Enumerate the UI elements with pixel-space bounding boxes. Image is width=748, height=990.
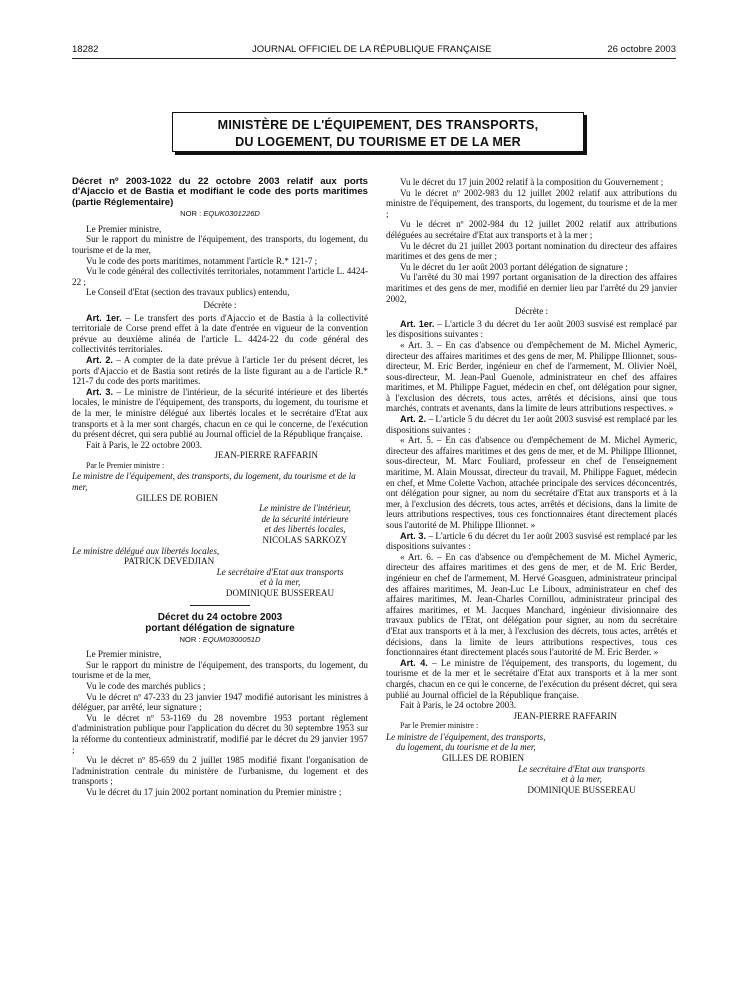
decree2-p2: Sur le rapport du ministre de l'équipement, des transports, du logement, du tourisme et de la mer, (72, 659, 368, 681)
article-text: – A compter de la date prévue à l'article 1er du présent décret, les ports d'Ajaccio et de Bastia sont retirés de la liste figurant au a de l'article R.* 121-7 du code des ports maritimes. (72, 354, 368, 387)
signatory-title: et à la mer, (561, 774, 602, 785)
decree1-pm-name: JEAN-PIERRE RAFFARIN (214, 450, 318, 461)
decree1-nor (72, 209, 368, 220)
nor-code: EQUK0301226D (203, 209, 260, 219)
article-heading: Art. 3. (400, 530, 427, 541)
decree2-r1: Vu le décret du 17 juin 2002 relatif à la composition du Gouvernement ; (400, 177, 664, 187)
decree2-r5: Vu le décret du 1er août 2003 portant délégation de signature ; (400, 261, 628, 272)
decree2-art3-quote: « Art. 6. – En cas d'absence ou d'empêchement de M. Michel Aymeric, directeur des affaires maritimes et des gens de mer, et de M. Eric Berder, ingénieur en chef de l'armement, M. Hervé Goasguen, administrateur principal des affaires maritimes, M. Jean-Luc Le Liboux, administrateur en chef des affaires maritimes, M. Jean-Charles Cornillou, administrateur principal des affaires maritimes, et M. Jacques Manchard, ingénieur divisionnaire des travaux publics de l'Etat, ont délégation pour signer, au nom du secrétaire d'Etat aux transports et à la mer, à l'exclusion des décrets, tous actes, arrêtés et décisions, dans la limite de leurs attributions respectives, tous ces fonctionnaires étant directement placés sous l'autorité de M. Eric Berder. » (386, 551, 677, 658)
decree1-p2: Sur le rapport du ministre de l'équipement, des transports, du logement, du tourisme et de la mer, (72, 234, 368, 255)
decree2-title-2: portant délégation de signature (145, 622, 295, 634)
decree1-min3-name: PATRICK DEVEDJIAN (124, 556, 215, 567)
decree1-pm-for: Par le Premier ministre : (86, 460, 165, 470)
signatory-name: NICOLAS SARKOZY (262, 535, 348, 546)
ministry-box (172, 112, 584, 152)
article-heading: Art. 1er. (400, 318, 435, 329)
decree2-p3: Vu le code des marchés publics ; (86, 680, 206, 691)
nor-label: NOR : (180, 209, 202, 219)
decree1-min1-name: GILLES DE ROBIEN (136, 492, 219, 503)
decree2-art3 (386, 531, 677, 552)
decree2-nor (72, 635, 368, 646)
decree2-pm-for: Par le Premier ministre : (400, 721, 479, 731)
ministry-line-1: MINISTÈRE DE L'ÉQUIPEMENT, DES TRANSPORTS, (217, 118, 539, 132)
article-heading: Art. 2. (86, 354, 113, 365)
signatory-title: Le secrétaire d'Etat aux transports (518, 763, 645, 774)
decree2-art1 (386, 319, 677, 340)
ministry-line-2: DU LOGEMENT, DU TOURISME ET DE LA MER (235, 135, 521, 149)
article-text: – Le ministre de l'équipement, des transports, du logement, du tourisme et de la mer et le secrétaire d'Etat aux transports et à la mer sont chargés, chacun en ce qui le concerne, de l'exécution du présent décret, qui sera publié au Journal officiel de la République française. (386, 657, 677, 700)
article-text: – L'article 3 du décret du 1er août 2003 susvisé est remplacé par les dispositions suivantes : (386, 318, 678, 340)
nor-label: NOR : (179, 634, 201, 644)
decree2-pm-name: JEAN-PIERRE RAFFARIN (513, 710, 617, 721)
signatory-title: et à la mer, (259, 577, 301, 588)
decree2-r6: Vu l'arrêté du 30 mai 1997 portant organisation de la direction des affaires maritimes et des gens de mer, modifié en dernier lieu par l'arrêté du 29 janvier 2002, (386, 272, 677, 304)
decree2-r3: Vu le décret nº 2002-984 du 12 juillet 2002 relatif aux attributions déléguées au secrétaire d'Etat aux transports et à la mer ; (386, 219, 677, 240)
decree2-p6: Vu le décret nº 85-659 du 2 juillet 1985 modifié fixant l'organisation de l'administration centrale du ministère de l'urbanisme, du logement et des transports ; (72, 755, 368, 787)
decree2-fait: Fait à Paris, le 24 octobre 2003. (400, 700, 517, 711)
page-number: 18282 (72, 44, 99, 55)
article-text: – Le transfert des ports d'Ajaccio et de Bastia à la collectivité territoriale de Corse prend effet à la date d'entrée en vigueur de la convention prévue au deuxième alinéa de l'article L. 4424-22 du code général des collectivités territoriales. (72, 312, 368, 355)
decree2-r4: Vu le décret du 21 juillet 2003 portant nomination du directeur des affaires maritimes et des gens de mer ; (386, 240, 677, 262)
nor-code: EQUM0300051D (202, 634, 261, 644)
decree1-title: Décret nº 2003-1022 du 22 octobre 2003 relatif aux ports d'Ajaccio et de Bastia et modifiant le code des ports maritimes (partie Réglementaire) (72, 176, 368, 208)
decree2-min2-block (386, 764, 677, 796)
signatory-title: de la sécurité intérieure (261, 513, 349, 524)
decree2-title-1: Décret du 24 octobre 2003 (157, 611, 283, 623)
decree1-art3 (72, 387, 368, 440)
decree2-art4 (386, 658, 677, 700)
article-text: – Le ministre de l'intérieur, de la sécurité intérieure et des libertés locales, le ministre de l'équipement, des transports, du logement, du tourisme et de la mer, le ministre délégué aux libertés locales et le secrétaire d'Etat aux transports et à la mer sont chargés, chacun en ce qui le concerne, de l'exécution du présent décret, qui sera publié au Journal officiel de la République française. (72, 386, 368, 440)
decree1-decrete: Décrète : (203, 299, 237, 310)
signatory-name: DOMINIQUE BUSSEREAU (527, 784, 636, 795)
decree2-p5: Vu le décret nº 53-1169 du 28 novembre 1953 portant règlement d'administration publique pour l'application du décret du 30 septembre 1953 sur la réforme du contentieux administratif, modifié par le décret du 29 janvier 1957 ; (72, 712, 368, 755)
header-rule (72, 58, 676, 59)
decree1-p1: Le Premier ministre, (86, 223, 162, 234)
article-text: – L'article 5 du décret du 1er août 2003 susvisé est remplacé par les dispositions suivantes : (386, 414, 677, 435)
decree1-fait: Fait à Paris, le 22 octobre 2003. (86, 439, 203, 450)
signatory-title: et des libertés locales, (264, 524, 346, 535)
issue-date: 26 octobre 2003 (607, 44, 676, 55)
decree1-art2 (72, 355, 368, 387)
decree2-r2: Vu le décret nº 2002-983 du 12 juillet 2002 relatif aux attributions du ministre de l'équipement, des transports, du logement, du tourisme et de la mer ; (386, 187, 677, 219)
decree2-p4: Vu le décret nº 47-233 du 23 janvier 1947 modifié autorisant les ministres à déléguer, par arrêté, leur signature ; (72, 691, 368, 713)
decree2-p7: Vu le décret du 17 juin 2002 portant nomination du Premier ministre ; (86, 786, 342, 797)
decree2-min1-name: GILLES DE ROBIEN (442, 753, 525, 764)
article-heading: Art. 3. (86, 386, 114, 397)
decree1-art1 (72, 313, 368, 355)
left-column (72, 177, 368, 798)
decree2-art2-quote: « Art. 5. – En cas d'absence ou d'empêchement de M. Michel Aymeric, directeur des affaires maritimes et des gens de mer, et de M. Philippe Illionnet, sous-directeur, M. Marc Fouliard, professeur en chef de l'enseignement maritime, M. Alain Moussat, directeur du travail, M. Philippe Faguet, médecin en chef, et Mme Colette Vachon, attachée principale des services déconcentrés, ont délégation pour signer, au nom du secrétaire d'Etat aux transports et à la mer, à l'exclusion des décrets, tous actes, arrêtés et décisions, dans la limite de leurs attributions respectives, tous ces fonctionnaires étant directement placés sous l'autorité de M. Philippe Illionnet. » (386, 435, 677, 530)
decree2-min1-title-2: du logement, du tourisme et de la mer, (396, 742, 536, 753)
signatory-title: Le ministre de l'intérieur, (259, 503, 351, 514)
article-heading: Art. 4. (400, 657, 428, 668)
decree1-min4-block (72, 567, 368, 599)
decree1-p3: Vu le code des ports maritimes, notamment l'article R.* 121-7 ; (86, 255, 318, 266)
decree2-art2 (386, 414, 677, 435)
article-heading: Art. 2. (400, 414, 427, 425)
right-column (386, 177, 677, 795)
article-text: – L'article 6 du décret du 1er août 2003 susvisé est remplacé par les dispositions suivantes : (386, 530, 677, 552)
decree2-p1: Le Premier ministre, (86, 649, 162, 660)
decree1-p5: Le Conseil d'Etat (section des travaux publics) entendu, (86, 287, 290, 298)
decree2-min1-title-1: Le ministre de l'équipement, des transports, (386, 731, 546, 742)
section-divider (190, 605, 250, 606)
decree1-min2-block (72, 503, 368, 545)
decree1-min1-title: Le ministre de l'équipement, des transports, du logement, du tourisme et de la mer, (72, 471, 356, 493)
decree1-p4: Vu le code général des collectivités territoriales, notamment l'article L. 4424-22 ; (72, 266, 368, 287)
decree1-min3-title: Le ministre délégué aux libertés locales, (72, 545, 220, 556)
decree2-decrete: Décrète : (514, 306, 549, 317)
signatory-name: DOMINIQUE BUSSEREAU (225, 588, 335, 598)
journal-title: JOURNAL OFFICIEL DE LA RÉPUBLIQUE FRANÇAISE (252, 44, 492, 55)
article-heading: Art. 1er. (86, 312, 122, 323)
signatory-title: Le secrétaire d'Etat aux transports (216, 566, 344, 577)
decree2-art1-quote: « Art. 3. – En cas d'absence ou d'empêchement de M. Michel Aymeric, directeur des affaires maritimes et des gens de mer, M. Philippe Illionnet, sous-directeur, M. Eric Berder, ingénieur en chef de l'armement, M. Olivier Noël, sous-directeur, M. Jean-Paul Guenole, administrateur en chef des affaires maritimes, et M. Philippe Faguet, médecin en chef, ont délégation pour signer, à l'exclusion des décrets, tous actes, arrêtés et décisions, ainsi que tous marchés, contrats et avenants, dans la limite de leurs attributions respectives. » (386, 339, 677, 414)
